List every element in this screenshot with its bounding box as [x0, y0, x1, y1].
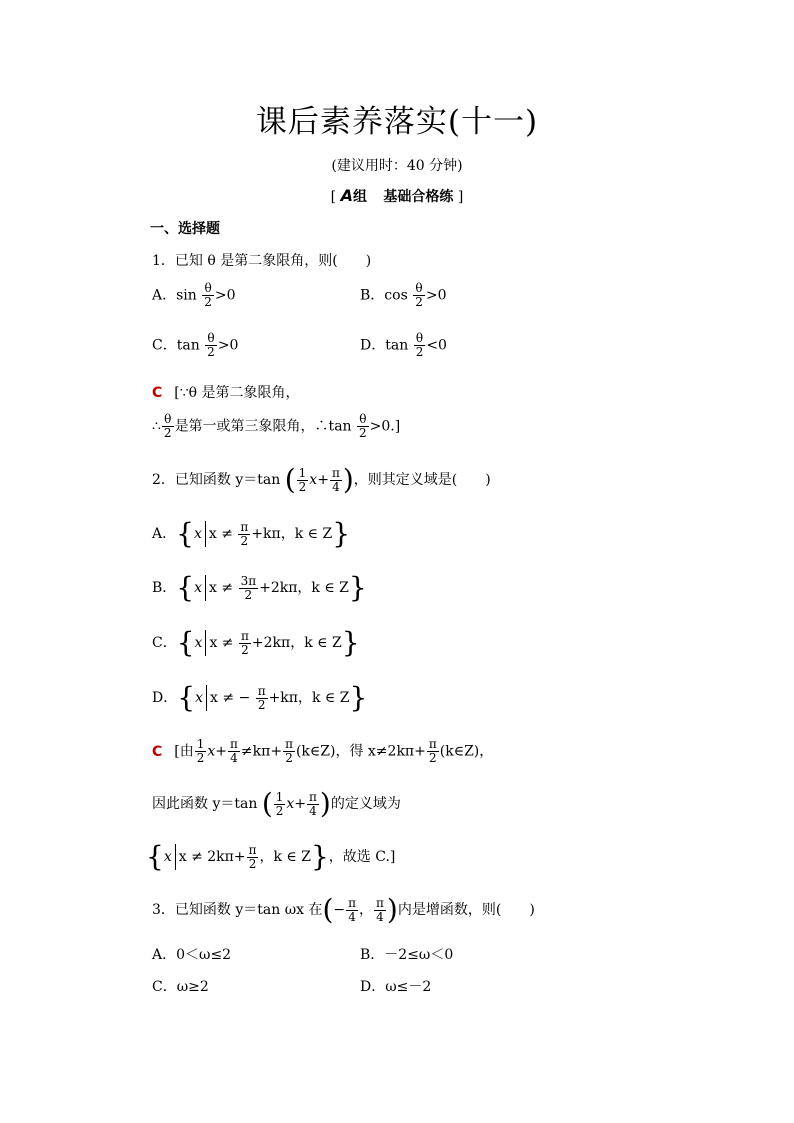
q3-option-c: C．ω≥2: [152, 979, 209, 995]
group-subtitle: 基础合格练: [383, 189, 454, 205]
q2-option-b: B．{x x ≠ $\frac{3\pi}{2}$ +2kπ，k ∈ Z}: [152, 571, 367, 604]
q1-explanation-line-1: C [∵θ 是第二象限角，: [152, 385, 300, 401]
q2-answer: C: [152, 743, 163, 760]
q1-explanation-line-2: ∴ $\frac{\theta}{2}$ 是第一或第三象限角，∴tan $\frac{\theta}{2}$ >0.]: [152, 412, 401, 440]
group-badge: A: [340, 186, 353, 205]
q1-answer: C: [152, 385, 163, 401]
q1-option-b: B．cos $\frac{\theta}{2}$ >0: [360, 281, 447, 309]
q1-option-c: C．tan $\frac{\theta}{2}$ >0: [152, 331, 239, 359]
bracket-open: [: [330, 189, 337, 205]
q3-option-d: D．ω≤－2: [360, 979, 432, 995]
q2-explanation-line-2: 因此函数 y＝tan ( $\frac{1}{2}$ x+ $\frac{\pi}{4}$ )的定义域为: [152, 787, 401, 820]
q2-explanation-line-1: C [由 $\frac{1}{2}$ x+ $\frac{\pi}{4}$ ≠kπ+ $\frac{\pi}{2}$ (k∈Z)，得 x≠2kπ+ $\frac{\pi}{2}$ (k∈Z)，: [152, 737, 494, 765]
q1-option-d: D．tan $\frac{\theta}{2}$ <0: [360, 331, 447, 359]
q1-option-a: A．sin $\frac{\theta}{2}$ >0: [152, 281, 236, 309]
q2-explanation-line-3: {x x ≠ 2kπ+ $\frac{\pi}{2}$ ，k ∈ Z}，故选 C.]: [146, 840, 396, 873]
q2-option-a: A．{x x ≠ $\frac{\pi}{2}$ +kπ，k ∈ Z}: [152, 517, 351, 550]
section-heading: 一、选择题: [150, 221, 220, 237]
question-1-stem: 1．已知 θ 是第二象限角，则( ): [152, 253, 372, 269]
time-suggestion: (建议用时：40 分钟): [331, 158, 463, 174]
q2-option-d: D．{x x ≠ − $\frac{\pi}{2}$ +kπ，k ∈ Z}: [152, 681, 368, 714]
q2-option-c: C．{x x ≠ $\frac{\pi}{2}$ +2kπ，k ∈ Z}: [152, 626, 360, 659]
group-header: [0, 186, 794, 206]
question-3-stem: 3．已知函数 y＝tan ωx 在(− $\frac{\pi}{4}$ ， $\frac{\pi}{4}$ )内是增函数，则( ): [152, 893, 535, 926]
group-name: 组: [352, 189, 367, 205]
question-2-stem: 2．已知函数 y＝tan ( $\frac{1}{2}$ x+ $\frac{\pi}{4}$ )，则其定义域是( ): [152, 463, 491, 496]
q3-option-a: A．0＜ω≤2: [152, 947, 232, 963]
page-title: 课后素养落实(十一): [255, 104, 539, 140]
bracket-close: ]: [457, 189, 464, 205]
q3-option-b: B．－2≤ω＜0: [360, 947, 454, 963]
